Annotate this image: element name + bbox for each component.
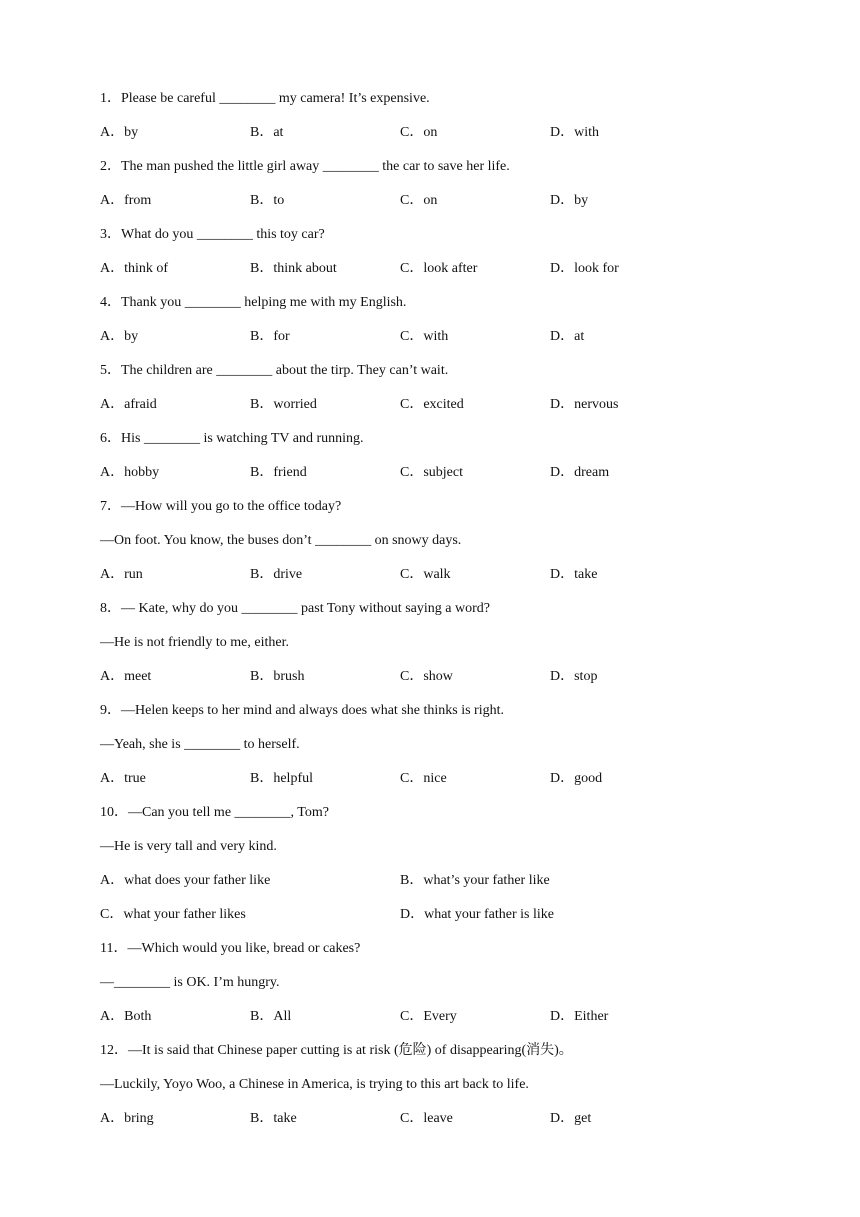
question-12 (100, 1041, 760, 1143)
options-row (100, 565, 760, 599)
question-10 (100, 803, 760, 939)
question-dialogue-line: —He is not friendly to me, either. (100, 635, 289, 650)
option-a: A．meet (100, 669, 152, 684)
question-stem: 5．The children are ________ about the tirp. They can’t wait. (100, 363, 449, 378)
option-c: C．subject (400, 465, 463, 480)
option-b: B．friend (250, 465, 307, 480)
option-a: A．bring (100, 1111, 154, 1126)
question-stem: 12．—It is said that Chinese paper cutting is at risk (危险) of disappearing(消失)。 (100, 1043, 573, 1058)
options-row (100, 871, 760, 905)
option-d: D．Either (550, 1009, 609, 1024)
option-d: D．what your father is like (400, 907, 554, 922)
question-stem: 8．— Kate, why do you ________ past Tony without saying a word? (100, 601, 490, 616)
option-d: D．with (550, 125, 599, 140)
option-c: C．excited (400, 397, 464, 412)
option-c: C．what your father likes (100, 907, 246, 922)
option-a: A．by (100, 329, 139, 344)
options-row (100, 463, 760, 497)
option-c: C．on (400, 125, 438, 140)
question-dialogue-line: —Yeah, she is ________ to herself. (100, 737, 300, 752)
question-dialogue-line: —________ is OK. I’m hungry. (100, 975, 280, 990)
options-row (100, 327, 760, 361)
option-d: D．at (550, 329, 585, 344)
option-d: D．look for (550, 261, 619, 276)
option-d: D．nervous (550, 397, 619, 412)
option-d: D．get (550, 1111, 592, 1126)
option-b: B．to (250, 193, 285, 208)
question-dialogue-line: —Luckily, Yoyo Woo, a Chinese in America, is trying to this art back to life. (100, 1077, 529, 1092)
option-b: B．take (250, 1111, 297, 1126)
question-stem: 6．His ________ is watching TV and running. (100, 431, 364, 446)
option-a: A．run (100, 567, 143, 582)
option-d: D．dream (550, 465, 610, 480)
option-a: A．from (100, 193, 152, 208)
option-c: C．with (400, 329, 449, 344)
option-a: A．true (100, 771, 146, 786)
option-c: C．Every (400, 1009, 457, 1024)
options-row (100, 259, 760, 293)
option-a: A．by (100, 125, 139, 140)
option-a: A．what does your father like (100, 873, 271, 888)
question-stem: 1．Please be careful ________ my camera! It’s expensive. (100, 91, 430, 106)
question-dialogue-line: —He is very tall and very kind. (100, 839, 277, 854)
option-a: A．hobby (100, 465, 160, 480)
option-b: B．for (250, 329, 290, 344)
option-b: B．brush (250, 669, 305, 684)
question-stem: 4．Thank you ________ helping me with my English. (100, 295, 407, 310)
question-dialogue-line: —On foot. You know, the buses don’t ________ on snowy days. (100, 533, 462, 548)
question-3 (100, 225, 760, 293)
question-stem: 11．—Which would you like, bread or cakes? (100, 941, 361, 956)
options-row (100, 905, 760, 939)
option-d: D．good (550, 771, 603, 786)
question-11 (100, 939, 760, 1041)
options-row (100, 1109, 760, 1143)
question-7 (100, 497, 760, 599)
question-sheet (100, 89, 760, 1143)
option-c: C．on (400, 193, 438, 208)
question-stem: 9．—Helen keeps to her mind and always does what she thinks is right. (100, 703, 504, 718)
option-c: C．walk (400, 567, 451, 582)
question-1 (100, 89, 760, 157)
option-c: C．leave (400, 1111, 453, 1126)
option-b: B．drive (250, 567, 303, 582)
option-c: C．look after (400, 261, 478, 276)
question-stem: 7．—How will you go to the office today? (100, 499, 342, 514)
option-c: C．nice (400, 771, 447, 786)
option-b: B．worried (250, 397, 317, 412)
option-b: B．think about (250, 261, 337, 276)
option-b: B．helpful (250, 771, 313, 786)
option-b: B．what’s your father like (400, 873, 550, 888)
options-row (100, 191, 760, 225)
options-row (100, 667, 760, 701)
question-stem: 2．The man pushed the little girl away ________ the car to save her life. (100, 159, 510, 174)
option-c: C．show (400, 669, 453, 684)
option-a: A．think of (100, 261, 169, 276)
question-9 (100, 701, 760, 803)
question-stem: 10．—Can you tell me ________, Tom? (100, 805, 329, 820)
options-row (100, 395, 760, 429)
question-5 (100, 361, 760, 429)
question-4 (100, 293, 760, 361)
question-2 (100, 157, 760, 225)
option-b: B．at (250, 125, 284, 140)
options-row (100, 123, 760, 157)
option-a: A．Both (100, 1009, 152, 1024)
option-d: D．by (550, 193, 589, 208)
question-6 (100, 429, 760, 497)
option-b: B．All (250, 1009, 292, 1024)
option-d: D．take (550, 567, 598, 582)
option-a: A．afraid (100, 397, 157, 412)
question-stem: 3．What do you ________ this toy car? (100, 227, 325, 242)
options-row (100, 769, 760, 803)
question-8 (100, 599, 760, 701)
option-d: D．stop (550, 669, 598, 684)
options-row (100, 1007, 760, 1041)
